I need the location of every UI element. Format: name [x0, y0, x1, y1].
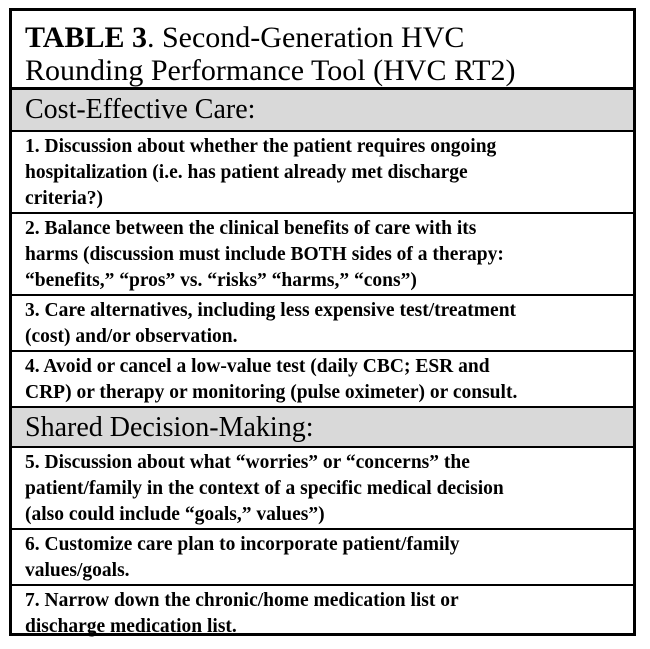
table-row	[12, 296, 633, 352]
table-row	[12, 214, 633, 296]
section-header-cost-effective-care: Cost-Effective Care:	[12, 90, 633, 132]
table-title-line-1	[25, 21, 633, 54]
section-header-shared-decision-making: Shared Decision-Making:	[12, 406, 633, 448]
table-number: TABLE 3	[25, 21, 147, 54]
row-text-line: 7. Narrow down the chronic/home medication list or	[25, 590, 459, 611]
table-row	[12, 530, 633, 586]
row-text-line: (also could include “goals,” values”)	[25, 504, 325, 525]
row-text-line: 5. Discussion about what “worries” or “concerns” the	[25, 452, 470, 473]
row-text-line: 4. Avoid or cancel a low-value test (daily CBC; ESR and	[25, 356, 490, 377]
row-text-line: 6. Customize care plan to incorporate patient/family	[25, 534, 460, 555]
table-row	[12, 132, 633, 214]
table-title-text: . Second-Generation HVC	[146, 21, 465, 54]
row-text-line: values/goals.	[25, 560, 130, 581]
table-title	[12, 11, 633, 90]
hvc-rt2-table	[9, 8, 636, 636]
table-title-line-2: Rounding Performance Tool (HVC RT2)	[25, 54, 516, 87]
row-text-line: “benefits,” “pros” vs. “risks” “harms,” “cons”)	[25, 270, 417, 291]
row-text-line: 1. Discussion about whether the patient requires ongoing	[25, 136, 497, 157]
table-row	[12, 448, 633, 530]
row-text-line: CRP) or therapy or monitoring (pulse oximeter) or consult.	[25, 382, 518, 403]
row-text-line: 3. Care alternatives, including less expensive test/treatment	[25, 300, 517, 321]
row-text-line: discharge medication list.	[25, 616, 237, 637]
row-text-line: hospitalization (i.e. has patient already met discharge	[25, 162, 468, 183]
table-row	[12, 352, 633, 406]
row-text-line: 2. Balance between the clinical benefits of care with its	[25, 218, 477, 239]
row-text-line: patient/family in the context of a specific medical decision	[25, 478, 504, 499]
row-text-line: harms (discussion must include BOTH sides of a therapy:	[25, 244, 504, 265]
table-row	[12, 586, 633, 640]
row-text-line: (cost) and/or observation.	[25, 326, 238, 347]
row-text-line: criteria?)	[25, 188, 103, 209]
